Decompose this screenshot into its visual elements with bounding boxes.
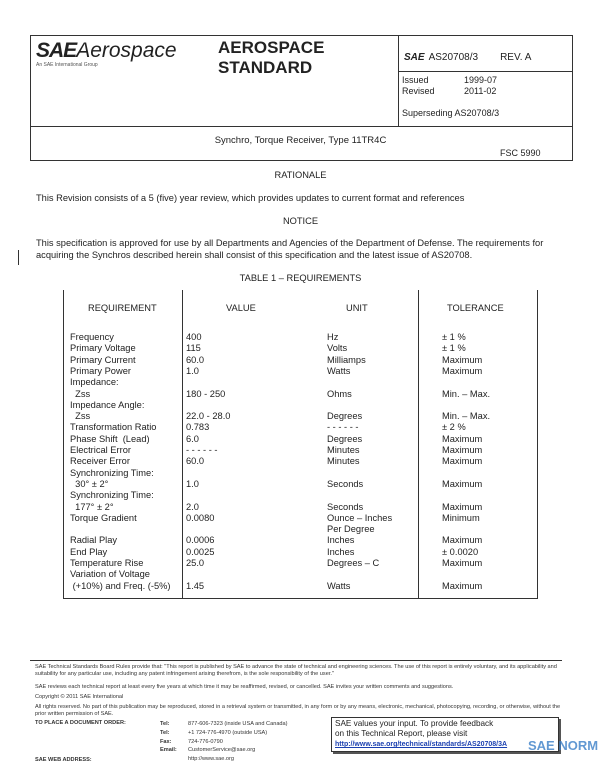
- cell-value: 25.0: [186, 558, 205, 568]
- fsc-code: FSC 5990: [500, 148, 541, 158]
- cell-value: 1.45: [186, 580, 205, 591]
- cell-requirement: Primary Current: [70, 354, 136, 365]
- cell-tolerance: Maximum: [442, 501, 483, 512]
- cell-value: 0.0006: [186, 535, 215, 546]
- cell-tolerance: Maximum: [442, 558, 483, 568]
- cell-unit: Minutes: [327, 445, 360, 455]
- cell-requirement: (+10%) and Freq. (-5%): [70, 580, 171, 591]
- cell-unit: Ounce – Inches: [327, 512, 393, 523]
- cell-requirement: Primary Voltage: [70, 343, 136, 354]
- standard-title: AEROSPACE STANDARD: [218, 38, 325, 77]
- cell-requirement: End Play: [70, 546, 108, 557]
- cell-requirement: Impedance Angle:: [70, 399, 145, 410]
- cell-requirement: Impedance:: [70, 377, 119, 388]
- cell-unit: Milliamps: [327, 354, 366, 365]
- cell-value: 22.0 - 28.0: [186, 411, 231, 422]
- cell-value: 0.783: [186, 422, 210, 433]
- document-title: Synchro, Torque Receiver, Type 11TR4C: [214, 135, 387, 146]
- cell-requirement: 177° ± 2°: [70, 501, 114, 512]
- web-label: SAE WEB ADDRESS:: [35, 757, 92, 763]
- cell-requirement: Synchronizing Time:: [70, 490, 154, 501]
- notice-heading: NOTICE: [282, 216, 319, 226]
- cell-value: 115: [186, 343, 201, 354]
- header-value: VALUE: [226, 303, 256, 313]
- feedback-box: SAE values your input. To provide feedback on this Technical Report, please visit http://www.sae.org/technical/standards/AS20708/3A: [331, 717, 559, 752]
- header-unit: UNIT: [346, 303, 368, 313]
- cell-unit: - - - - - -: [327, 422, 359, 433]
- logo-subtitle: An SAE International Group: [36, 62, 98, 68]
- cell-unit: Seconds: [327, 501, 364, 512]
- footer-rights: All rights reserved. No part of this publication may be reproduced, stored in a retrieval system or transmitted, in any form or by any means, electronic, mechanical, photocopying, recording, or otherwise, without the prior written permission of SAE.: [35, 704, 561, 717]
- footer-review: SAE reviews each technical report at least every five years at which time it may be reaffirmed, revised, or cancelled. SAE invites your written comments and suggestions.: [35, 684, 454, 690]
- cell-value: 0.0025: [186, 546, 215, 557]
- cell-value: 1.0: [186, 365, 199, 376]
- header-requirement: REQUIREMENT: [88, 303, 157, 313]
- cell-value: 2.0: [186, 501, 199, 512]
- cell-value: 60.0: [186, 354, 205, 365]
- cell-value: 1.0: [186, 478, 199, 489]
- cell-unit: Ohms: [327, 388, 352, 399]
- cell-requirement: Receiver Error: [70, 456, 130, 467]
- superseding: Superseding AS20708/3: [402, 108, 500, 118]
- cell-value: 400: [186, 332, 202, 342]
- cell-unit: Seconds: [327, 478, 364, 489]
- cell-requirement: 30° ± 2°: [70, 478, 109, 489]
- email-link[interactable]: CustomerService@sae.org: [188, 747, 256, 754]
- website-link[interactable]: http://www.sae.org: [188, 756, 235, 763]
- cell-value: 6.0: [186, 433, 199, 444]
- cell-tolerance: Maximum: [442, 365, 483, 376]
- rationale-heading: RATIONALE: [274, 170, 327, 180]
- cell-requirement: Zss: [70, 411, 91, 422]
- cell-tolerance: Min. – Max.: [442, 388, 491, 399]
- cell-requirement: Transformation Ratio: [70, 422, 157, 433]
- cell-requirement: Frequency: [70, 332, 114, 342]
- cell-value: - - - - - -: [186, 445, 218, 455]
- header-tolerance: TOLERANCE: [447, 303, 504, 313]
- cell-value: 180 - 250: [186, 388, 226, 399]
- cell-requirement: Torque Gradient: [70, 512, 137, 523]
- cell-requirement: Synchronizing Time:: [70, 467, 154, 478]
- cell-requirement: Temperature Rise: [70, 558, 144, 568]
- cell-unit: Hz: [327, 332, 339, 342]
- footer-divider: [30, 660, 562, 661]
- cell-unit: Inches: [327, 535, 355, 546]
- cell-tolerance: Maximum: [442, 478, 483, 489]
- cell-unit: Inches: [327, 546, 355, 557]
- cell-tolerance: Maximum: [442, 445, 483, 455]
- document-number: SAE AS20708/3 REV. A: [404, 52, 532, 63]
- cell-unit: Degrees: [327, 411, 363, 422]
- table-caption: TABLE 1 – REQUIREMENTS: [239, 273, 362, 283]
- cell-requirement: Zss: [70, 388, 91, 399]
- issue-dates: Issued 1999-07 Revised 2011-02: [402, 75, 498, 96]
- sae-aerospace-logo: SAEAerospace: [36, 39, 177, 62]
- cell-requirement: Phase Shift (Lead): [70, 433, 150, 444]
- cell-requirement: Primary Power: [70, 365, 131, 376]
- cell-unit: Degrees – C: [327, 558, 380, 568]
- cell-unit: Volts: [327, 343, 348, 354]
- rationale-text: This Revision consists of a 5 (five) year review, which provides updates to current format and references: [36, 193, 465, 203]
- cell-tolerance: Maximum: [442, 456, 483, 467]
- cell-unit: Per Degree: [327, 524, 375, 535]
- cell-requirement: Radial Play: [70, 535, 118, 546]
- cell-tolerance: Maximum: [442, 433, 483, 444]
- cell-unit: Degrees: [327, 433, 363, 444]
- cell-tolerance: Maximum: [442, 580, 483, 591]
- footer-rules: SAE Technical Standards Board Rules provide that: "This report is published by SAE to advance the state of technical and engineering sciences. The use of this report is entirely voluntary, and its applicability and suitability for any particular use, including any patent infringement arising therefrom, is the sole responsibility of the user.": [35, 664, 557, 677]
- cell-tolerance: ± 0.0020: [442, 546, 479, 557]
- cell-tolerance: ± 1 %: [442, 332, 466, 342]
- cell-tolerance: ± 1 %: [442, 343, 466, 354]
- cell-tolerance: Maximum: [442, 535, 483, 546]
- cell-value: 0.0080: [186, 512, 215, 523]
- watermark-logo: SAE NORM: [528, 738, 599, 753]
- text-cursor: [18, 250, 19, 265]
- notice-text: This specification is approved for use by all Departments and Agencies of the Department of Defense. The requirements for acquiring the Synchros described herein shall consist of this specification and the latest issue of AS20708.: [36, 238, 544, 260]
- contact-info: Tel: 877-606-7323 (inside USA and Canada) Tel: +1 724-776-4970 (outside USA) Fax: 724-776-0790 Email: CustomerService@sae.org http://www.sae.org: [160, 721, 288, 763]
- cell-tolerance: ± 2 %: [442, 422, 466, 433]
- cell-requirement: Variation of Voltage: [70, 569, 150, 580]
- cell-tolerance: Min. – Max.: [442, 411, 491, 422]
- footer-copyright: Copyright © 2011 SAE International: [35, 694, 124, 700]
- cell-unit: Watts: [327, 365, 351, 376]
- cell-requirement: Electrical Error: [70, 445, 131, 455]
- cell-value: 60.0: [186, 456, 205, 467]
- cell-tolerance: Maximum: [442, 354, 483, 365]
- feedback-link[interactable]: http://www.sae.org/technical/standards/AS20708/3A: [335, 741, 508, 748]
- cell-unit: Minutes: [327, 456, 360, 467]
- order-label: TO PLACE A DOCUMENT ORDER:: [35, 720, 126, 726]
- cell-tolerance: Minimum: [442, 512, 480, 523]
- cell-unit: Watts: [327, 580, 351, 591]
